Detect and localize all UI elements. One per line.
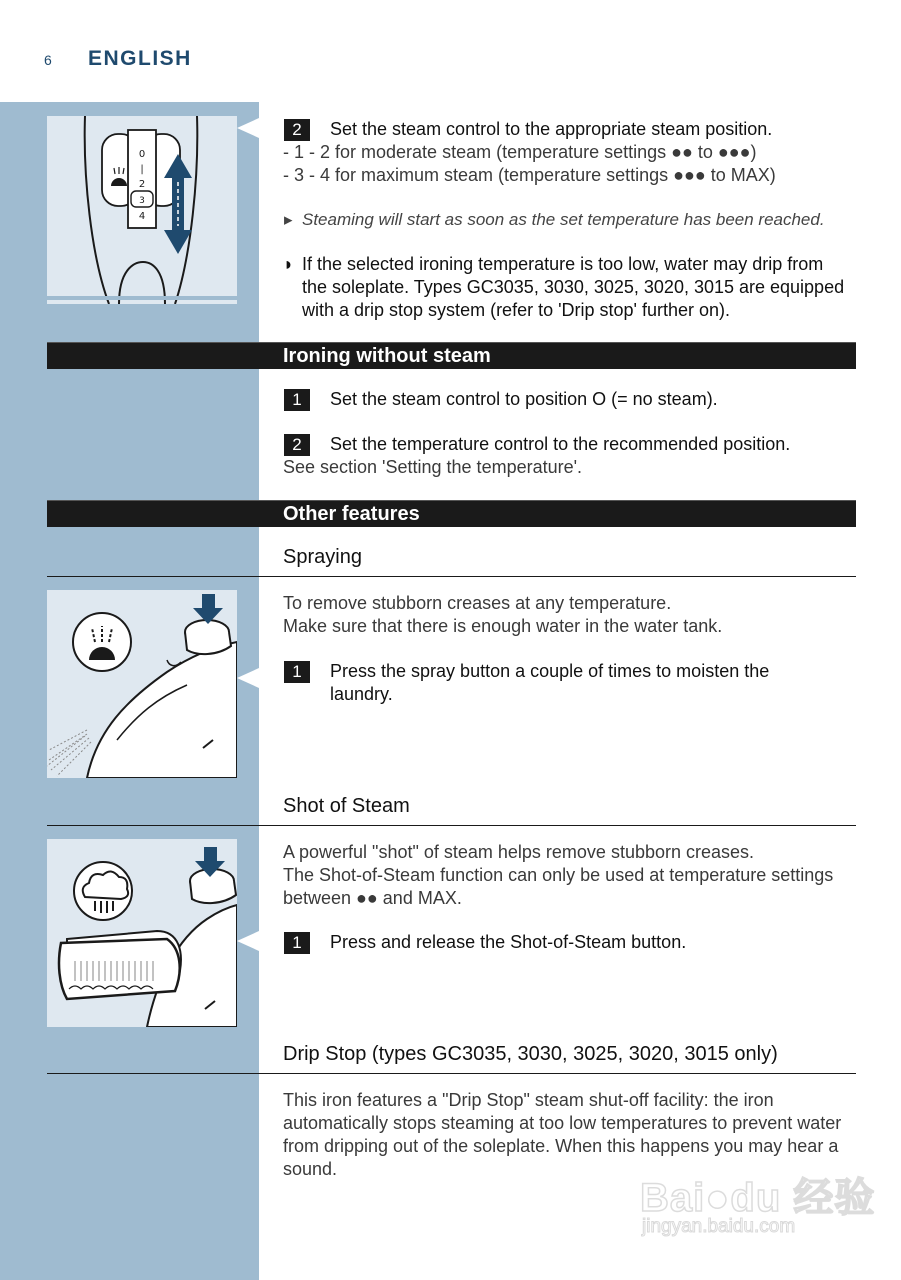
figure-pointer [237,931,259,951]
warning-line-2: the soleplate. Types GC3035, 3030, 3025, 3020, 3015 are equipped [302,277,845,297]
step-text-line-1: Press the spray button a couple of times to moisten the [330,661,770,681]
watermark-brand: Bai●du 经验 [640,1176,876,1220]
shot-of-steam-figure [47,839,237,1027]
drip-stop-body-3: from dripping out of the soleplate. When this happens you may hear a [283,1136,839,1156]
language-heading: ENGLISH [88,47,192,70]
step-number-badge: 1 [284,389,310,411]
steam-option-moderate: - 1 - 2 for moderate steam (temperature settings ●● to ●●●) [283,142,757,162]
shot-of-steam-illustration [47,839,237,1027]
note-marker: ▸ [284,210,293,229]
figure-pointer [237,118,259,138]
spray-symbol-icon [73,613,131,671]
spraying-intro-2: Make sure that there is enough water in the water tank. [283,616,723,636]
spray-figure [47,590,237,778]
dial-label-1: | [140,164,144,175]
dial-label-2: 2 [138,179,146,190]
step-number-badge: 2 [284,434,310,456]
drip-stop-body-4: sound. [283,1159,338,1179]
section-title: Ironing without steam [283,345,491,367]
step-text-line-2: laundry. [330,684,393,704]
subheading-rule [47,825,856,826]
steam-dial-illustration [47,116,237,304]
section-bar-ironing-without-steam [47,342,856,369]
subheading-rule [47,576,856,577]
see-section-reference: See section 'Setting the temperature'. [283,457,583,477]
steam-option-maximum: - 3 - 4 for maximum steam (temperature settings ●●● to MAX) [283,165,776,185]
page-number: 6 [44,52,52,68]
subheading-drip-stop: Drip Stop (types GC3035, 3030, 3025, 3020, 3015 only) [283,1043,778,1065]
step-text: Set the steam control to position O (= no steam). [330,389,718,409]
step-number-badge: 2 [284,119,310,141]
subheading-shot-of-steam: Shot of Steam [283,795,410,817]
warning-line-1: If the selected ironing temperature is too low, water may drip from [302,254,824,274]
watermark-url: jingyan.baidu.com [642,1216,796,1237]
subheading-spraying: Spraying [283,546,362,568]
figure-pointer [237,668,259,688]
drip-stop-body-2: automatically stops steaming at too low temperatures to prevent water [283,1113,842,1133]
step-text: Set the steam control to the appropriate steam position. [330,119,773,139]
subheading-rule [47,1073,856,1074]
steaming-note: Steaming will start as soon as the set temperature has been reached. [302,210,825,229]
drip-stop-body-1: This iron features a "Drip Stop" steam shut-off facility: the iron [283,1090,774,1110]
step-number-badge: 1 [284,932,310,954]
shot-of-steam-intro-3: between ●● and MAX. [283,888,462,908]
baidu-watermark [640,1148,876,1248]
steam-cloud-icon [74,862,132,920]
steam-dial-figure [47,116,237,304]
shot-of-steam-intro-1: A powerful "shot" of steam helps remove stubborn creases. [283,842,755,862]
spraying-intro-1: To remove stubborn creases at any temperature. [283,593,672,613]
step-number-badge: 1 [284,661,310,683]
dial-label-3: 3 [139,196,145,206]
warning-line-3: with a drip stop system (refer to 'Drip stop' further on). [302,300,731,320]
warning-marker: ◗ [283,254,294,274]
shot-of-steam-intro-2: The Shot-of-Steam function can only be used at temperature settings [283,865,834,885]
section-bar-other-features [47,500,856,527]
step-text: Set the temperature control to the recommended position. [330,434,791,454]
step-text: Press and release the Shot-of-Steam button. [330,932,687,952]
section-title: Other features [283,503,420,525]
spray-illustration [47,590,237,778]
dial-label-0: 0 [138,149,146,160]
dial-label-4: 4 [138,211,146,222]
